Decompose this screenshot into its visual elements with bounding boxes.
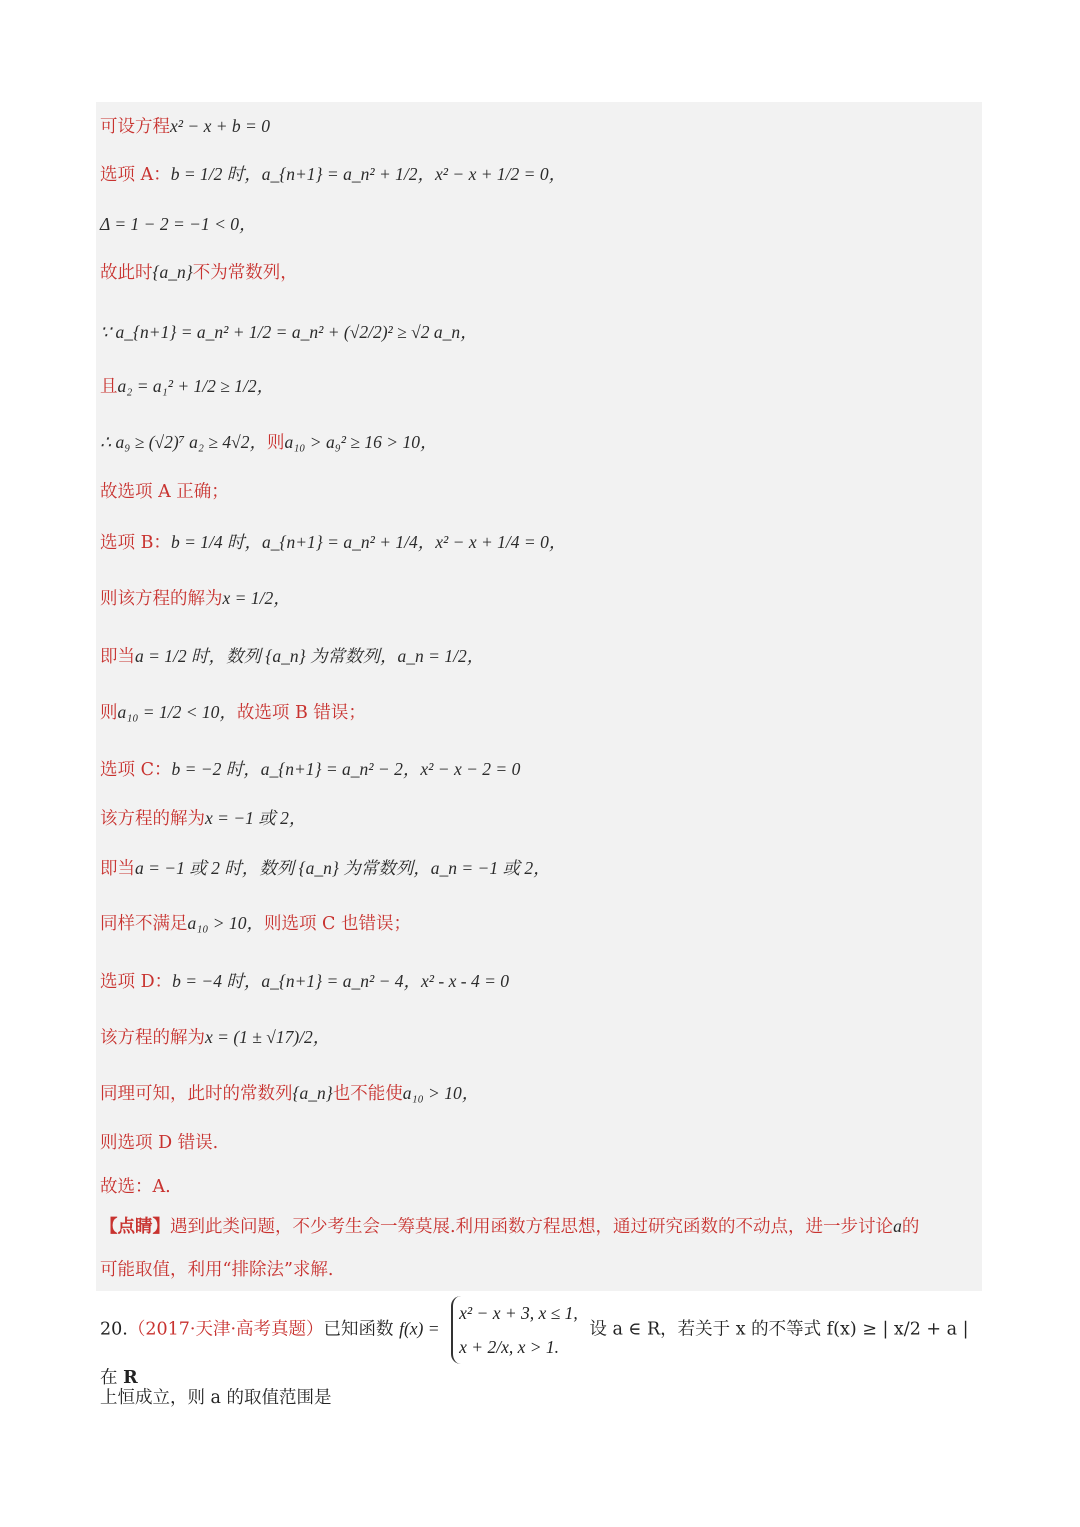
- solution-line: [100, 856, 984, 881]
- question-lead: 已知函数: [323, 1319, 394, 1340]
- math-expression: b = −2 时，a_{n+1} = a_n² − 2，x² − x − 2 = 0: [171, 759, 521, 779]
- solution-line: [100, 430, 984, 455]
- solution-text: 故此时: [100, 263, 153, 283]
- comment-text-1: 遇到此类问题，不少考生会一筹莫展.利用函数方程思想，通过研究函数的不动点，进一步讨论: [170, 1217, 894, 1237]
- piece-1: x² − x + 3, x ≤ 1,: [459, 1303, 578, 1323]
- question-source: （2017·天津·高考真题）: [127, 1319, 324, 1340]
- comment-var: a: [893, 1216, 902, 1236]
- comment-line-2: [100, 1258, 984, 1282]
- solution-text: 则选项 D 错误.: [100, 1133, 219, 1153]
- question-20: [100, 1296, 984, 1389]
- math-expression: x² − x + b = 0: [170, 116, 270, 136]
- solution-line: [100, 644, 984, 669]
- comment-tag: 【点睛】: [100, 1217, 170, 1237]
- solution-line: [100, 320, 984, 345]
- solution-text: 则该方程的解为: [100, 589, 223, 609]
- math-expression: a = −1 或 2 时，数列 {a_n} 为常数列，a_n = −1 或 2，: [135, 858, 551, 878]
- solution-text: 故选：A.: [100, 1177, 171, 1197]
- math-expression: {a_n}: [292, 1083, 333, 1103]
- math-expression: b = 1/2 时，a_{n+1} = a_n² + 1/2，x² − x + 1/2 = 0，: [170, 164, 567, 184]
- solution-text: 同样不满足: [100, 914, 188, 934]
- math-expression: ∴ a₉ ≥ (√2)⁷ a₂ ≥ 4√2，: [100, 432, 267, 452]
- math-expression: b = 1/4 时，a_{n+1} = a_n² + 1/4，x² − x + 1/4 = 0，: [170, 532, 567, 552]
- solution-text: 也不能使: [332, 1084, 403, 1104]
- solution-line: [100, 260, 984, 285]
- math-expression: a₁₀ > 10，: [402, 1083, 480, 1103]
- math-expression: a = 1/2 时，数列 {a_n} 为常数列，a_n = 1/2，: [135, 646, 485, 666]
- solution-line: [100, 374, 984, 399]
- math-expression: a₂ = a₁² + 1/2 ≥ 1/2，: [117, 376, 275, 396]
- solution-line: [100, 114, 984, 139]
- solution-line: [100, 480, 984, 504]
- solution-line: [100, 1131, 984, 1155]
- solution-text: 则选项 C 也错误；: [263, 914, 411, 934]
- piece-2: x + 2/x, x > 1.: [459, 1337, 560, 1357]
- question-R: R: [123, 1368, 138, 1388]
- solution-text: 即当: [100, 647, 135, 667]
- math-expression: Δ = 1 − 2 = −1 < 0，: [100, 214, 257, 234]
- solution-line: [100, 1175, 984, 1199]
- piecewise-function: [451, 1296, 578, 1364]
- question-condition: 设 a ∈ R，若关于 x 的不等式 f(x) ≥ | x/2 + a | 在: [100, 1319, 969, 1388]
- solution-text: 同理可知，此时的常数列: [100, 1084, 293, 1104]
- math-expression: b = −4 时，a_{n+1} = a_n² − 4，x² - x - 4 = 0: [172, 971, 510, 991]
- comment-end: 的: [901, 1217, 920, 1237]
- math-expression: a₁₀ = 1/2 < 10，: [117, 702, 237, 722]
- math-expression: a₁₀ > a₉² ≥ 16 > 10，: [284, 432, 438, 452]
- solution-text: 选项 A：: [100, 165, 171, 185]
- solution-line: [100, 911, 984, 936]
- solution-text: 可设方程: [100, 117, 170, 137]
- solution-line: [100, 757, 984, 782]
- math-expression: ∵ a_{n+1} = a_n² + 1/2 = a_n² + (√2/2)² ≥ √2 a_n，: [100, 322, 478, 342]
- solution-text: 故选项 B 错误；: [236, 703, 366, 723]
- math-expression: {a_n}: [152, 262, 193, 282]
- question-number: 20.: [100, 1319, 128, 1340]
- math-expression: x = (1 ± √17)/2，: [205, 1027, 331, 1047]
- solution-line: [100, 700, 984, 725]
- solution-line: [100, 806, 984, 831]
- solution-text: 不为常数列，: [192, 263, 298, 283]
- solution-text: 该方程的解为: [100, 809, 205, 829]
- solution-text: 即当: [100, 859, 135, 879]
- math-expression: x = −1 或 2，: [205, 808, 307, 828]
- solution-text: 选项 D：: [100, 972, 173, 992]
- solution-line: [100, 530, 984, 555]
- solution-line: [100, 1081, 984, 1106]
- math-expression: x = 1/2，: [222, 588, 291, 608]
- solution-text: 则: [266, 433, 285, 453]
- solution-line: [100, 212, 984, 237]
- solution-text: 故选项 A 正确；: [100, 482, 229, 502]
- solution-text: 选项 B：: [100, 533, 171, 553]
- solution-text: 则: [100, 703, 118, 723]
- solution-text: 选项 C：: [100, 760, 172, 780]
- question-20-line-2: 上恒成立，则 a 的取值范围是: [100, 1388, 332, 1408]
- solution-line: [100, 586, 984, 611]
- solution-line: [100, 969, 984, 994]
- solution-text: 且: [100, 377, 118, 397]
- comment-text-2: 可能取值，利用“排除法”求解.: [100, 1260, 334, 1280]
- math-expression: a₁₀ > 10，: [187, 913, 264, 933]
- comment-line-1: [100, 1214, 984, 1239]
- solution-line: [100, 162, 984, 187]
- question-fx: f(x) =: [399, 1318, 440, 1339]
- solution-line: [100, 1025, 984, 1050]
- solution-text: 该方程的解为: [100, 1028, 205, 1048]
